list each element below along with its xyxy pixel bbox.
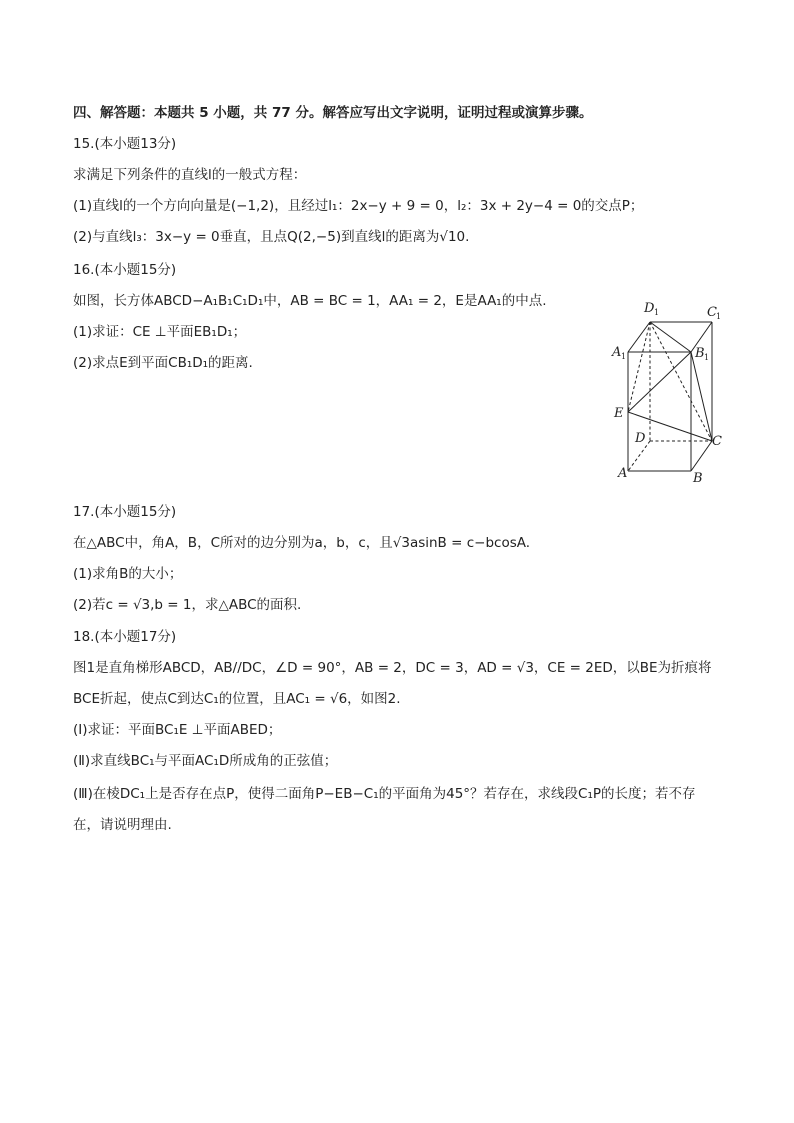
q15-title: 15.(本小题13分) [73,136,177,152]
q16-part2: (2)求点E到平面CB₁D₁的距离. [73,355,253,371]
cuboid-figure [608,296,738,486]
q17-part2: (2)若c = √3,b = 1，求△ABC的面积. [73,597,302,613]
label-c1: C [707,305,717,320]
label-d1-sub: 1 [654,308,660,317]
segment-d1e-hidden [628,322,650,412]
label-c1-sub: 1 [716,312,722,321]
q18-stem-line1: 图1是直角梯形ABCD，AB//DC，∠D = 90°，AB = 2，DC = 3，AD = √3，CE = 2ED，以BE为折痕将 [73,660,712,676]
segment-b1c [691,352,712,441]
q17-stem: 在△ABC中，角A，B，C所对的边分别为a，b，c，且√3asinB = c−bcosA. [73,535,531,551]
edge-d1a1 [628,322,650,352]
label-b: B [693,471,703,486]
q18-part1: (Ⅰ)求证：平面BC₁E ⊥平面ABED； [73,722,282,738]
segment-d1b1 [650,322,691,352]
q16-stem: 如图，长方体ABCD−A₁B₁C₁D₁中，AB = BC = 1，AA₁ = 2，E是AA₁的中点. [73,293,547,309]
edge-bc [691,441,712,471]
q15-part1: (1)直线l的一个方向向量是(−1,2)，且经过l₁：2x−y + 9 = 0，l₂：3x + 2y−4 = 0的交点P； [73,198,644,214]
label-b1-sub: 1 [704,353,710,362]
label-a1: A [612,345,622,360]
q18-part3-line1: (Ⅲ)在棱DC₁上是否存在点P，使得二面角P−EB−C₁的平面角为45°？若存在，求线段C₁P的长度；若不存 [73,786,696,802]
q15-part2: (2)与直线l₃：3x−y = 0垂直，且点Q(2,−5)到直线l的距离为√10. [73,229,470,245]
label-e: E [614,406,624,421]
label-d: D [635,431,646,446]
label-a1-sub: 1 [621,352,627,361]
label-d1: D [644,301,655,316]
q15-stem: 求满足下列条件的直线l的一般式方程： [73,167,307,183]
section-header: 四、解答题：本题共 5 小题，共 77 分。解答应写出文字说明，证明过程或演算步骤。 [73,105,593,121]
q18-part2: (Ⅱ)求直线BC₁与平面AC₁D所成角的正弦值； [73,753,338,769]
q17-part1: (1)求角B的大小； [73,566,183,582]
q17-title: 17.(本小题15分) [73,504,177,520]
q16-part1: (1)求证：CE ⊥平面EB₁D₁； [73,324,247,340]
label-b1: B [695,346,705,361]
q18-stem-line2: BCE折起，使点C到达C₁的位置，且AC₁ = √6，如图2. [73,691,401,707]
q18-part3-line2: 在，请说明理由. [73,817,172,833]
label-c: C [712,434,722,449]
q16-title: 16.(本小题15分) [73,262,177,278]
label-a: A [618,466,628,481]
q18-title: 18.(本小题17分) [73,629,177,645]
